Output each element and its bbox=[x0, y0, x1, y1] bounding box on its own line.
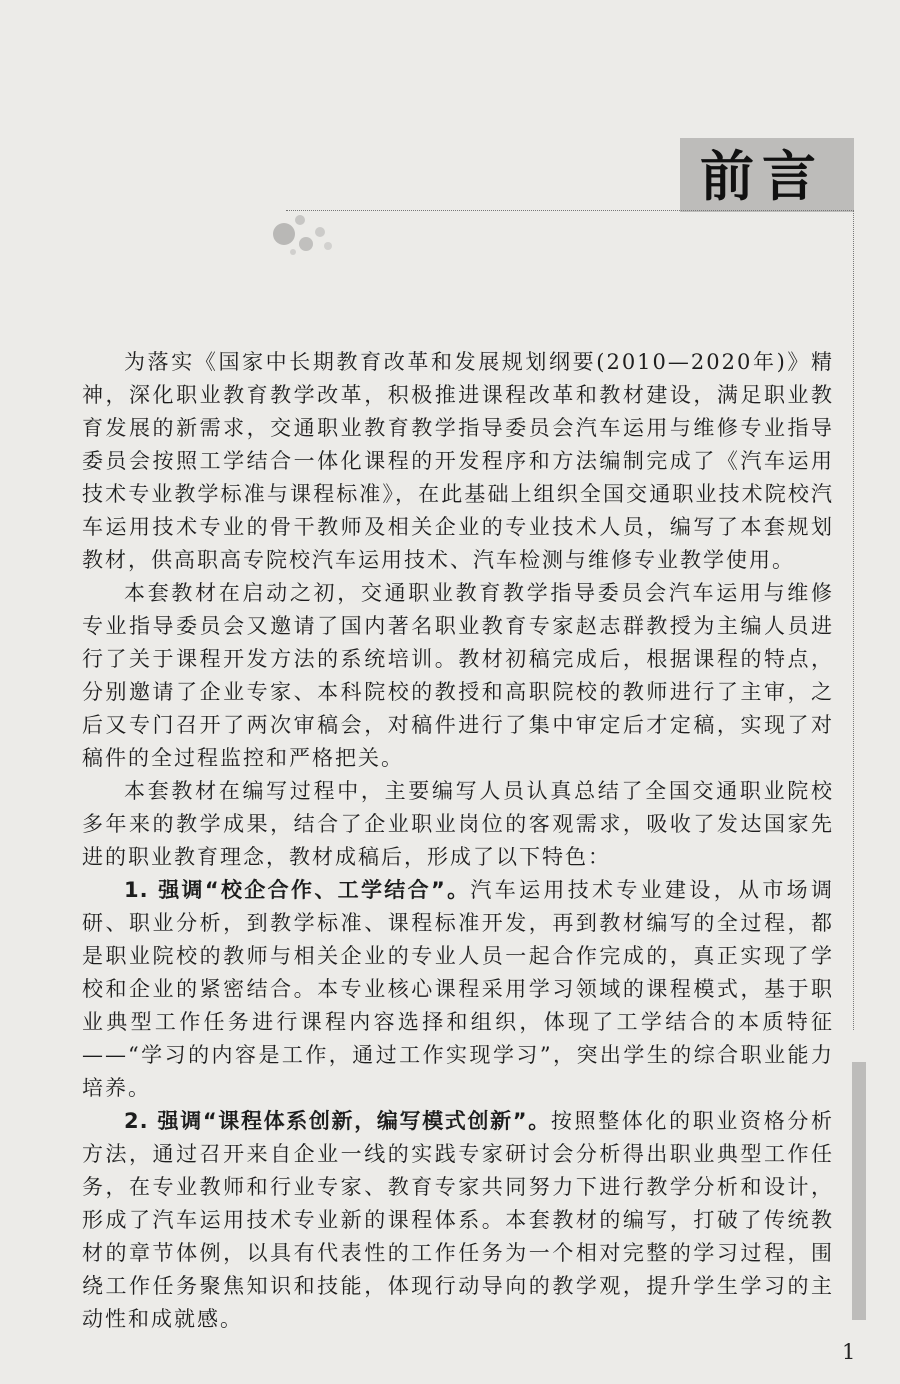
paragraph bbox=[82, 346, 834, 577]
paragraph-text: 汽车运用技术专业建设，从市场调研、职业分析，到教学标准、课程标准开发，再到教材编写的全过程，都是职业院校的教师与相关企业的专业人员一起合作完成的，真正实现了学校和企业的紧密结合。本专业核心课程采用学习领域的课程模式，基于职业典型工作任务进行课程内容选择和组织，体现了工学结合的本质特征——“学习的内容是工作，通过工作实现学习”，突出学生的综合职业能力培养。 bbox=[82, 878, 834, 1100]
paragraph-text: 本套教材在启动之初，交通职业教育教学指导委员会汽车运用与维修专业指导委员会又邀请了国内著名职业教育专家赵志群教授为主编人员进行了关于课程开发方法的系统培训。教材初稿完成后，根据课程的特点，分别邀请了企业专家、本科院校的教授和高职院校的教师进行了主审，之后又专门召开了两次审稿会，对稿件进行了集中审定后才定稿，实现了对稿件的全过程监控和严格把关。 bbox=[82, 581, 834, 770]
body-text bbox=[82, 346, 834, 1336]
decorative-dots-icon bbox=[262, 204, 352, 264]
paragraph bbox=[82, 1105, 834, 1336]
header-rule-vertical bbox=[853, 210, 854, 1030]
paragraph-lead: 1. 强调“校企合作、工学结合”。 bbox=[124, 878, 471, 902]
paragraph bbox=[82, 775, 834, 874]
page-edge-marker bbox=[852, 1062, 866, 1320]
paragraph bbox=[82, 874, 834, 1105]
paragraph-lead: 2. 强调“课程体系创新，编写模式创新”。 bbox=[124, 1109, 551, 1133]
page-number: 1 bbox=[842, 1340, 856, 1364]
page-title: 前言 bbox=[700, 145, 824, 208]
paragraph-text: 本套教材在编写过程中，主要编写人员认真总结了全国交通职业院校多年来的教学成果，结合了企业职业岗位的客观需求，吸收了发达国家先进的职业教育理念，教材成稿后，形成了以下特色： bbox=[82, 779, 834, 869]
paragraph-text: 按照整体化的职业资格分析方法，通过召开来自企业一线的实践专家研讨会分析得出职业典型工作任务，在专业教师和行业专家、教育专家共同努力下进行教学分析和设计，形成了汽车运用技术专业新的课程体系。本套教材的编写，打破了传统教材的章节体例，以具有代表性的工作任务为一个相对完整的学习过程，围绕工作任务聚焦知识和技能，体现行动导向的教学观，提升学生学习的主动性和成就感。 bbox=[82, 1109, 834, 1331]
paragraph-text: 为落实《国家中长期教育改革和发展规划纲要(2010—2020年)》精神，深化职业教育教学改革，积极推进课程改革和教材建设，满足职业教育发展的新需求，交通职业教育教学指导委员会汽车运用与维修专业指导委员会按照工学结合一体化课程的开发程序和方法编制完成了《汽车运用技术专业教学标准与课程标准》，在此基础上组织全国交通职业技术院校汽车运用技术专业的骨干教师及相关企业的专业技术人员，编写了本套规划教材，供高职高专院校汽车运用技术、汽车检测与维修专业教学使用。 bbox=[82, 350, 834, 572]
header-rule-horizontal bbox=[286, 210, 854, 211]
paragraph bbox=[82, 577, 834, 775]
